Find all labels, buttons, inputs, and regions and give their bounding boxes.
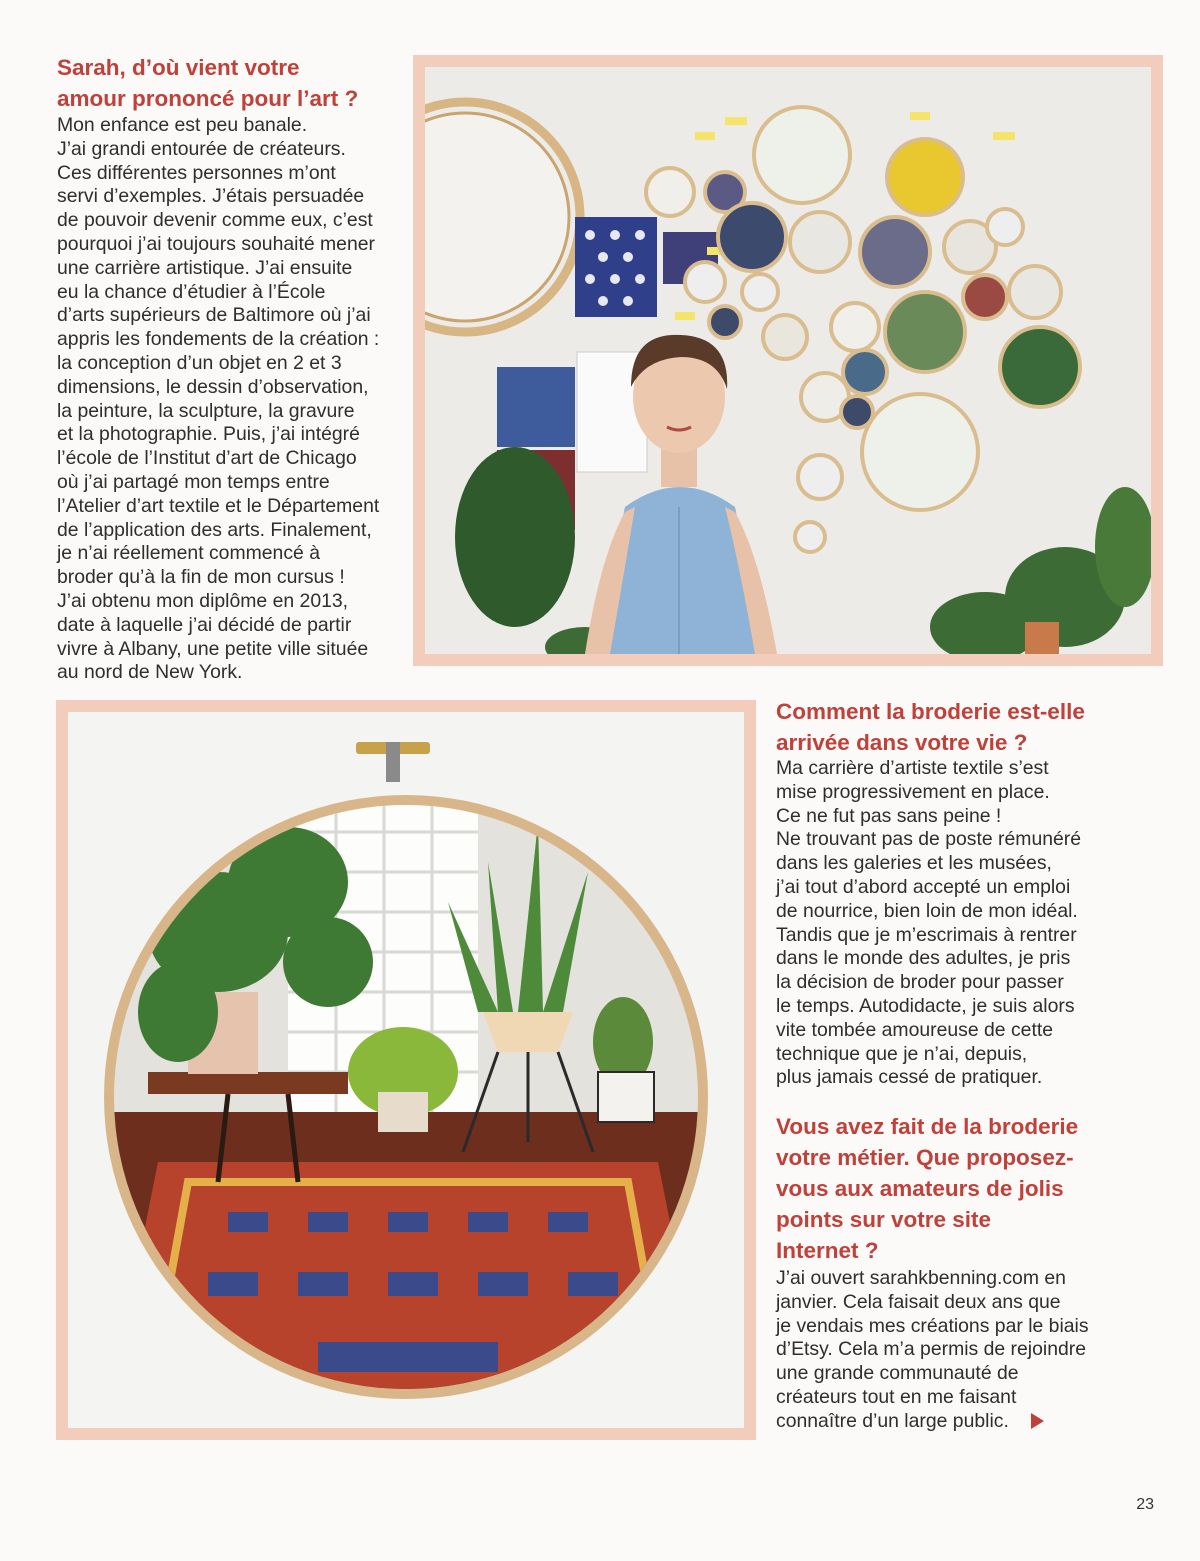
body-embroidery-arrival <box>776 757 1113 1090</box>
embroidery-photo <box>68 712 744 1428</box>
text-line: de l’application des arts. Finalement, <box>57 518 372 541</box>
photo-frame-embroidery <box>56 700 756 1440</box>
text-line: de pouvoir devenir comme eux, c’est <box>57 209 373 232</box>
text-line: l’Atelier d’art textile et le Département <box>57 494 380 517</box>
text-line: vite tombée amoureuse de cette <box>776 1018 1054 1041</box>
text-line: janvier. Cela faisait deux ans que <box>776 1290 1061 1313</box>
text-line: Ces différentes personnes m’ont <box>57 161 336 184</box>
page-number: 23 <box>1136 1496 1154 1513</box>
text-line: technique que je n’ai, depuis, <box>776 1042 1028 1065</box>
heading-line: Internet ? <box>776 1238 879 1263</box>
heading-line: Sarah, d’où vient votre <box>57 55 300 80</box>
text-line: dimensions, le dessin d’observation, <box>57 375 369 398</box>
text-line: je vendais mes créations par le biais <box>776 1314 1089 1337</box>
text-line: et la photographie. Puis, j’ai intégré <box>57 423 360 446</box>
text-line: eu la chance d’étudier à l’École <box>57 280 326 303</box>
heading-embroidery-arrival <box>776 696 1136 758</box>
text-line: dans le monde des adultes, je pris <box>776 947 1071 970</box>
text-line: Mon enfance est peu banale. <box>57 114 308 136</box>
text-line: d’arts supérieurs de Baltimore où j’ai <box>57 304 371 327</box>
text-line: une grande communauté de <box>776 1362 1019 1385</box>
heading-origin <box>57 52 397 114</box>
heading-line: amour prononcé pour l’art ? <box>57 86 359 111</box>
text-line: la conception d’un objet en 2 et 3 <box>57 351 342 374</box>
text-line: une carrière artistique. J’ai ensuite <box>57 256 353 279</box>
text-line: servi d’exemples. J’étais persuadée <box>57 185 365 208</box>
text-line: dans les galeries et les musées, <box>776 852 1052 875</box>
body-website <box>776 1267 1113 1434</box>
text-line: au nord de New York. <box>57 661 243 684</box>
text-line: J’ai obtenu mon diplôme en 2013, <box>57 589 349 612</box>
text-line: Ne trouvant pas de poste rémunéré <box>776 828 1082 851</box>
heading-line: votre métier. Que proposez- <box>776 1145 1074 1170</box>
text-line: la peinture, la sculpture, la gravure <box>57 399 355 422</box>
text-line: Ce ne fut pas sans peine ! <box>776 804 1002 827</box>
text-line: j’ai tout d’abord accepté un emploi <box>776 875 1071 898</box>
heading-website <box>776 1111 1136 1266</box>
text-line: Tandis que je m’escrimais à rentrer <box>776 923 1077 946</box>
text-line: mise progressivement en place. <box>776 780 1050 803</box>
triangle-right-icon <box>1031 1413 1044 1429</box>
photo-frame-artist <box>413 55 1163 666</box>
text-line: J’ai grandi entourée de créateurs. <box>57 137 346 160</box>
text-line: plus jamais cessé de pratiquer. <box>776 1066 1043 1089</box>
text-line: connaître d’un large public. <box>776 1409 1009 1432</box>
text-line: J’ai ouvert sarahkbenning.com en <box>776 1267 1066 1289</box>
heading-line: arrivée dans votre vie ? <box>776 730 1028 755</box>
text-line: je n’ai réellement commencé à <box>57 542 320 565</box>
text-line: pourquoi j’ai toujours souhaité mener <box>57 232 375 255</box>
text-line: la décision de broder pour passer <box>776 971 1064 994</box>
text-line: appris les fondements de la création : <box>57 328 380 351</box>
text-line: l’école de l’Institut d’art de Chicago <box>57 447 357 470</box>
text-line: créateurs tout en me faisant <box>776 1385 1017 1408</box>
text-line: d’Etsy. Cela m’a permis de rejoindre <box>776 1338 1087 1361</box>
body-origin <box>57 114 390 685</box>
heading-line: Vous avez fait de la broderie <box>776 1114 1079 1139</box>
artist-photo <box>425 67 1151 654</box>
text-line: Ma carrière d’artiste textile s’est <box>776 757 1049 779</box>
heading-line: points sur votre site <box>776 1207 992 1232</box>
text-line: le temps. Autodidacte, je suis alors <box>776 994 1075 1017</box>
text-line: de nourrice, bien loin de mon idéal. <box>776 899 1078 922</box>
text-line: vivre à Albany, une petite ville située <box>57 637 369 660</box>
heading-line: vous aux amateurs de jolis <box>776 1176 1064 1201</box>
text-line: broder qu’à la fin de mon cursus ! <box>57 566 345 589</box>
heading-line: Comment la broderie est-elle <box>776 699 1085 724</box>
text-line: date à laquelle j’ai décidé de partir <box>57 613 352 636</box>
text-line: où j’ai partagé mon temps entre <box>57 470 330 493</box>
